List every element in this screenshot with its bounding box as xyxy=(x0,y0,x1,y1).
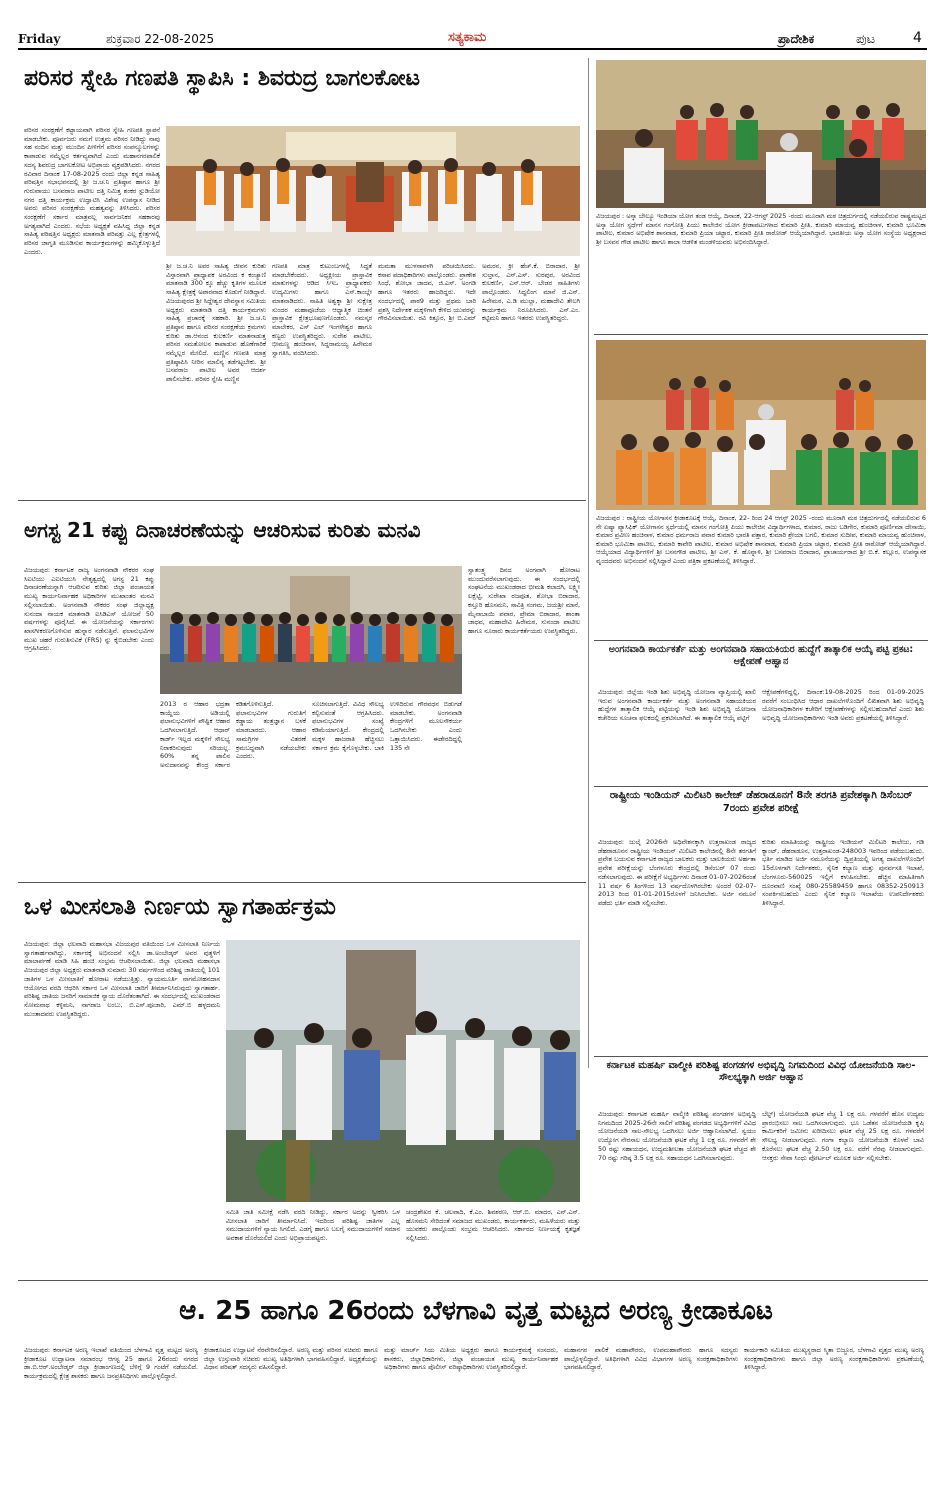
story6-headline: ರಾಷ್ಟ್ರೀಯ ಇಂಡಿಯನ್ ಮಿಲಿಟರಿ ಕಾಲೇಜ್ ಡೆಹರಾಡೂನಗೆ 8ನೇ ತರಗತಿ ಪ್ರವೇಶಕ್ಕಾಗಿ ಡಿಸೆಂಬರ್ 7ರಂದು ಪ್ರವೇಶ ಪರೀಕ್ಷೆ xyxy=(609,790,913,814)
divider xyxy=(594,640,928,641)
story4-col1: ವಿಜಯಪುರ: ಕರ್ನಾಟಕ ರಾಜ್ಯ ಅಂಗನವಾಡಿ ನೌಕರರ ಸಂಘ ಸಿಐಟಿಯು ಎಐಟಿಯುಸಿ ನೇತೃತ್ವದಲ್ಲಿ ಅಗಸ್ಟ 21 ಕಪ್ಪು ದಿನಾಚರಣೆಯನ್ನಾಗಿ ಆಚರಿಸುವ ಕುರಿತು ಜಿಲ್ಲಾ ಪಂಚಾಯತ ಮುಖ್ಯ ಕಾರ್ಯನಿರ್ವಾಹಕ ಅಧಿಕಾರಿಗಳ ಮುಖಾಂತರ ಮನವಿ ಸಲ್ಲಿಸಲಾಯಿತು. ಅಂಗನವಾಡಿ ನೌಕರರ ಸಂಘ ಜಿಲ್ಲಾಧ್ಯಕ್ಷ ಸುನಂದಾ ನಾಯಕ ಮಾತನಾಡಿ ಐಸಿಡಿಎಸ್ ಯೋಜನೆ 50 ವರ್ಷಗಳನ್ನು ಪೂರೈಸಿದೆ. ಈ ಯೋಜನೆಯನ್ನು ಸರ್ಕಾರಗಳು ಖಾಸಗೀಕರಣಗೊಳಿಸುವ ಹುನ್ನಾರ ನಡೆಸುತ್ತಿವೆ. ಫಲಾನುಭವಿಗಳ ಮುಖ ಚಹರೆ ಗುರುತಿಸುವಿಕೆ (FRS) ನ್ನು ಕೈಬಿಡಬೇಕು ಎಂದು ಆಗ್ರಹಿಸಿದರು. xyxy=(24,566,154,653)
story2-caption: ವಿಜಯಪುರ : ಅಸ್ಕಾ ಬೇಲ್ಯೂ ಇಂಡಿಯಾ ಯೋಗ ತಂಡ ಆಯ್ಕೆ, ದಿನಾಂಕ, 22-ಆಗಸ್ಟ್ 2025 -ರಂದು ಮೂರಾಗಿ ಮಠ ಚಿತ್ರದುರ್ಗದಲ್ಲಿ ನಡೆಯಲಿರುವ ರಾಷ್ಟ್ರಮಟ್ಟದ ಅಸ್ಕಾ ಯೋಗ ಸ್ಪರ್ಧೆಗೆ ಮಾನಸ ಗಂಗೋತ್ರಿ ಪಿಯು ಕಾಲೇಜಿನ ಯೋಗ ಕ್ರೀಡಾಪಟುಗಳಾದ ಕುಮಾರಿ ಪ್ರೀತಿ, ಕುಮಾರಿ ಮಾಯವ್ವ ಹುಂಚಿನಾಳ, ಕುಮಾರಿ ಭೂಮಿಕಾ ಪಾಟೀಲ, ಕುಮಾರ ಅಭಿಷೇಕ ಶಾನವಾಡ, ಕುಮಾರಿ ಪ್ರಿಯಾ ಚಟ್ಟಾರ, ಕುಮಾರಿ ಪ್ರೀತಿ ರಾಠೋಡ್ ಆಯ್ಕೆಯಾಗಿದ್ದಾರೆ. ಭಾರತೀಯ ಅಸ್ಕಾ ಯೋಗ ಸಂಸ್ಥೆಯ ಅಧ್ಯಕ್ಷರಾದ ಶ್ರೀ ಬಸವನ ಗೌಡ ಪಾಟೀಲ ಹಾಗೂ ಶಾಲಾ ಆಡಳಿತ ಮಂಡಳಿಯವರು ಅಭಿನಂದಿಸಿದ್ದಾರೆ. xyxy=(596,212,926,246)
story4-headline: ಅಗಸ್ಟ 21 ಕಪ್ಪು ದಿನಾಚರಣೆಯನ್ನು ಆಚರಿಸುವ ಕುರಿತು ಮನವಿ xyxy=(24,518,421,542)
story1-photo xyxy=(166,126,580,256)
story1-col1: ಪರಿಸರ ಸಂರಕ್ಷಣೆಗೆ ಕಟ್ಟಾಯವಾಗಿ ಪರಿಸರ ಸ್ನೇಹಿ ಗಣಪತಿ ಸ್ಥಾಪನೆ ಮಾಡಬೇಕು. ಪೂರ್ವಜರು ನಮಗೆ ಉತ್ತಮ ಪರಿಸರ ನೀಡಿದ್ದು ನಾವು ಸಹ ನಂದಿನ ಮತ್ತು ಮುಂದಿನ ಪೀಳಿಗೆಗೆ ಪರಿಸರ ಸಂಪನ್ಮೂಲಗಳನ್ನು ಕಾಪಾಡುವ ನಮ್ಮೆಲ್ಲರ ಕರ್ತವ್ಯವಾಗಿದೆ ಎಂದು ಮಹಾನಗರಪಾಲಿಕೆ ಸದಸ್ಯ ಶಿವರುದ್ರ ಬಾಗಲಕೋಟ ಅಭಿಪ್ರಾಯ ವ್ಯಕ್ತಪಡಿಸಿದರು. ನಗರದ ರವಿವಾರ ದಿನಾಂಕ 17-08-2025 ರಂದು ಜಿಲ್ಲಾ ಕನ್ನಡ ಸಾಹಿತ್ಯ ಪರಿಷತ್ತಿನ ಸಭಾಭವನದಲ್ಲಿ ಶ್ರೀ ಜ.ಚ.ನಿ ಪ್ರತಿಷ್ಠಾನ ಹಾಗೂ ಶ್ರೀ ಗುರುವಾಯು ಬಸವರಾಜ ಪಾಟೀಲ ದತ್ತಿ ನಿಮಿತ್ತ ಶಂಕರ ಸ್ಟುಡಿಯೋ ನಗರ ದತ್ತಿ ಕಾರ್ಯಕ್ರಮ ಉದ್ಘಾಟಿಸಿ ವಿಶೇಷ ಉಪನ್ಯಾಸ ನೀಡಿದ ಅವರು ಪರಿಸರ ಸಂರಕ್ಷಣೆಯ ಮಹತ್ವವನ್ನು ತಿಳಿಸಿದರು. ಪರಿಸರ ಸಂರಕ್ಷಣೆಗೆ ಸರ್ಕಾರ ಮಾತ್ರವಲ್ಲ ಸಾರ್ವಜನಿಕರ ಸಹಕಾರವು ಅಗತ್ಯವಾಗಿದೆ ಎಂದರು. ಸಭೆಯ ಅಧ್ಯಕ್ಷತೆ ವಹಿಸಿದ್ದ ಜಿಲ್ಲಾ ಕನ್ನಡ ಸಾಹಿತ್ಯ ಪರಿಷತ್ತಿನ ಅಧ್ಯಕ್ಷರು ಮಾತನಾಡಿ ಪರಿಷತ್ತು ಎಲ್ಲ ಕ್ಷೇತ್ರಗಳಲ್ಲಿ ಪರಿಸರ ಜಾಗೃತಿ ಮೂಡಿಸುವ ಕಾರ್ಯಕ್ರಮಗಳನ್ನು ಹಮ್ಮಿಕೊಳ್ಳುತ್ತಿದೆ ಎಂದರು. xyxy=(24,126,160,256)
story8-col2: ಬೆಲ್ಟ್) ಯೋಜನೆಯಡಿ ಘಟಕ ವೆಚ್ಚ 1 ಲಕ್ಷ ರೂ. ಗಳವರೆಗೆ ಹೊಸ ಉದ್ಯಮ ಪ್ರಾರಂಭಿಸಲು ಸಾಲ ಒದಗಿಸಲಾಗುವುದು. ಭೂ ಒಡೆತನ ಯೋಜನೆಯಡಿ ಕೃಷಿ ಕಾರ್ಮಿಕರಿಗೆ ಜಮೀನು ಖರೀದಿಸಲು ಘಟಕ ವೆಚ್ಚ 25 ಲಕ್ಷ ರೂ. ಗಳವರೆಗೆ ಸೌಲಭ್ಯ ನೀಡಲಾಗುವುದು. ಗಂಗಾ ಕಲ್ಯಾಣ ಯೋಜನೆಯಡಿ ಕೊಳವೆ ಬಾವಿ ಕೊರೆಸಲು ಘಟಕ ವೆಚ್ಚ 2.50 ಲಕ್ಷ ರೂ. ವರೆಗೆ ನೆರವು ನೀಡಲಾಗುವುದು. ಆಸಕ್ತರು ಸೇವಾ ಸಿಂಧು ಪೋರ್ಟಲ್ ಮೂಲಕ ಅರ್ಜಿ ಸಲ್ಲಿಸಬೇಕು. xyxy=(762,1110,924,1162)
story7-cap-col2: ಚಂದ್ರಶೇಖರ ಕೆ. ಚಲವಾದಿ, ಕೆ.ಎಂ. ಶಿವಶರಣ, ಆರ್.ಬಿ. ಮಾದರ, ಎನ್.ಎಸ್. ಹೊಸಮನಿ ಸೇರಿದಂತೆ ಸಮಾಜದ ಮುಖಂಡರು, ಕಾರ್ಯಕರ್ತರು, ಮಹಿಳೆಯರು ಮತ್ತು ಯುವಕರು ಪಾಲ್ಗೊಂಡು ಸಂಭ್ರಮ ಆಚರಿಸಿದರು. ಸರ್ಕಾರದ ನಿರ್ಣಯಕ್ಕೆ ಕೃತಜ್ಞತೆ ಸಲ್ಲಿಸಿದರು. xyxy=(406,1208,580,1243)
story5-col1: ವಿಜಯಪುರ: ಜಿಲ್ಲೆಯ ಇಂಡಿ ಶಿಶು ಅಭಿವೃದ್ಧಿ ಯೋಜನಾ ವ್ಯಾಪ್ತಿಯಲ್ಲಿ ಖಾಲಿ ಇರುವ ಅಂಗನವಾಡಿ ಕಾರ್ಯಕರ್ತೆ ಮತ್ತು ಅಂಗನವಾಡಿ ಸಹಾಯಕಿಯರ ಹುದ್ದೆಗಳ ತಾತ್ಕಾಲಿಕ ಆಯ್ಕೆ ಪಟ್ಟಿಯನ್ನು ಇಂಡಿ ಶಿಶು ಅಭಿವೃದ್ಧಿ ಯೋಜನಾ ಕಚೇರಿಯ ಸೂಚನಾ ಫಲಕದಲ್ಲಿ ಪ್ರಕಟಿಸಲಾಗಿದೆ. ಈ ತಾತ್ಕಾಲಿಕ ಆಯ್ಕೆ ಪಟ್ಟಿಗೆ xyxy=(598,688,756,723)
story8-headline: ಕರ್ನಾಟಕ ಮಹರ್ಷಿ ವಾಲ್ಮೀಕಿ ಪರಿಶಿಷ್ಟ ಪಂಗಡಗಳ ಅಭಿವೃದ್ಧಿ ನಿಗಮದಿಂದ ವಿವಿಧ ಯೋಜನೆಯಡಿ ಸಾಲ-ಸೌಲಭ್ಯಕ್ಕಾಗಿ ಅರ್ಜಿ ಆಹ್ವಾನ xyxy=(606,1060,916,1083)
story9-col2: ಕ್ರೀಡಾಕೂಟದ ಉದ್ಘಾಟನೆ ನೆರವೇರಿಸಲಿದ್ದಾರೆ. ಅರಣ್ಯ ಮತ್ತು ಪರಿಸರ ಸಚಿವರು ಹಾಗೂ ಜಿಲ್ಲಾ ಉಸ್ತುವಾರಿ ಸಚಿವರು ಮುಖ್ಯ ಅತಿಥಿಗಳಾಗಿ ಭಾಗವಹಿಸಲಿದ್ದಾರೆ. ಅಧ್ಯಕ್ಷತೆಯನ್ನು ವಿಧಾನ ಪರಿಷತ್ ಸದಸ್ಯರು ವಹಿಸಲಿದ್ದಾರೆ. xyxy=(204,1346,378,1372)
story7-col1: ವಿಜಯಪುರ: ಜಿಲ್ಲಾ ಛಲವಾದಿ ಮಹಾಸಭಾ ವಿಜಯಪುರ ವತಿಯಿಂದ ಒಳ ಮೀಸಲಾತಿ ನಿರ್ಣಯ ಸ್ವಾಗತಾರ್ಹವಾಗಿದ್ದು, ಸರ್ಕಾರಕ್ಕೆ ಅಭಿನಂದನೆ ಸಲ್ಲಿಸಿ ಡಾ.ಅಂಬೇಡ್ಕರ್ ಅವರ ಪುತ್ಥಳಿಗೆ ಮಾಲಾರ್ಪಣೆ ಮಾಡಿ ಸಿಹಿ ಹಂಚಿ ಸಂಭ್ರಮ ಆಚರಿಸಲಾಯಿತು. ಜಿಲ್ಲಾ ಛಲವಾದಿ ಮಹಾಸಭಾ ವಿಜಯಪುರ ಜಿಲ್ಲಾ ಅಧ್ಯಕ್ಷರು ಮಾತನಾಡಿ ಸುಮಾರು 30 ವರ್ಷಗಳಿಂದ ಪರಿಶಿಷ್ಟ ಜಾತಿಯಲ್ಲಿ 101 ಜಾತಿಗಳ ಒಳ ಮೀಸಲಾತಿಗೆ ಹೋರಾಟ ನಡೆಯುತ್ತಿತ್ತು. ನ್ಯಾಯಮೂರ್ತಿ ನಾಗಮೋಹನದಾಸ ಆಯೋಗದ ವರದಿ ಆಧರಿಸಿ ಸರ್ಕಾರ ಒಳ ಮೀಸಲಾತಿ ಜಾರಿಗೆ ತೀರ್ಮಾನಿಸಿರುವುದು ಸ್ವಾಗತಾರ್ಹ. ಪರಿಶಿಷ್ಟ ಜಾತಿಯ ಜನರಿಗೆ ಸಾಮಾಜಿಕ ನ್ಯಾಯ ದೊರೆತಂತಾಗಿದೆ. ಈ ಸಂದರ್ಭದಲ್ಲಿ ಮುಖಂಡರಾದ ಸೋಮನಾಥ ಕಳ್ಳಿಮನಿ, ನಾಗರಾಜ ಲಂಬು, ಬಿ.ಎಸ್.ಪೂಜಾರಿ, ಎಮ್.ಬಿ ಹಳ್ಳದಮನಿ ಮುಂತಾದವರು ಉಪಸ್ಥಿತರಿದ್ದರು. xyxy=(24,940,220,1018)
story9-col3: ಮತ್ತು ಮಾರ್ಚ್ ಸಿಯ ಮಿತಿಯ ಅಧ್ಯಕ್ಷರು ಹಾಗೂ ಕಾರ್ಯಕ್ರಮಕ್ಕೆ ಸಂಸದರು, ಶಾಸಕರು, ಜಿಲ್ಲಾಧಿಕಾರಿಗಳು, ಜಿಲ್ಲಾ ಪಂಚಾಯತ ಮುಖ್ಯ ಕಾರ್ಯನಿರ್ವಾಹಕ ಅಧಿಕಾರಿಗಳು ಹಾಗೂ ಪೊಲೀಸ್ ವರಿಷ್ಠಾಧಿಕಾರಿಗಳು ಉಪಸ್ಥಿತರಿರಲಿದ್ದಾರೆ. xyxy=(384,1346,558,1372)
masthead xyxy=(18,28,927,50)
story9-col4: ಮಹಾನಗರ ಪಾಲಿಕೆ ಮಹಾಪೌರರು, ಉಪಮಹಾಪೌರರು ಹಾಗೂ ಸದಸ್ಯರು ಪಾಲ್ಗೊಳ್ಳಲಿದ್ದಾರೆ. ಅತಿಥಿಗಳಾಗಿ ವಿವಿಧ ವಿಭಾಗಗಳ ಅರಣ್ಯ ಸಂರಕ್ಷಣಾಧಿಕಾರಿಗಳು ಭಾಗವಹಿಸಲಿದ್ದಾರೆ. xyxy=(564,1346,738,1372)
story5-headline: ಅಂಗನವಾಡಿ ಕಾರ್ಯಕರ್ತೆ ಮತ್ತು ಅಂಗನವಾಡಿ ಸಹಾಯಕಿಯರ ಹುದ್ದೆಗೆ ತಾತ್ಕಾಲಿಕ ಆಯ್ಕೆ ಪಟ್ಟಿ ಪ್ರಕಟ: ಆಕ್ಷೇಪಣೆ ಆಹ್ವಾನ xyxy=(608,644,914,667)
divider xyxy=(594,334,928,335)
story7-headline: ಒಳ ಮೀಸಲಾತಿ ನಿರ್ಣಯ ಸ್ವಾಗತಾರ್ಹಕ್ರಮ xyxy=(24,894,336,920)
story4-col2: 2013 ರ ಆಹಾರ ಭದ್ರತಾ ಕಾಯ್ದೆಯ ಅಡಿಯಲ್ಲಿ ಫಲಾನುಭವಿಗಳಿಗೆ ಪೌಷ್ಟಿಕ ಆಹಾರ ಒದಗಿಸಲಾಗುತ್ತಿದೆ. ಆಧಾರ್ ಕಾರ್ಡ್ ಇಲ್ಲದ ಮಕ್ಕಳಿಗೆ ಸೌಲಭ್ಯ ನಿರಾಕರಿಸುವುದು ಸರಿಯಲ್ಲ. 60% ತನ್ನ ಪಾಲಿನ ಅನುದಾನವನ್ನು ಕೇಂದ್ರ ಸರ್ಕಾರ ಕಡಿತಗೊಳಿಸುತ್ತಿದೆ. ಫಲಾನುಭವಿಗಳ ಗುರುತಿಗೆ ಕಡ್ಡಾಯ ತಂತ್ರಜ್ಞಾನ ಬಳಕೆ ಮಾಡಬಾರದು. ಆಹಾರ ಸಾಮಗ್ರಿಗಳ ವಿತರಣೆ ಕ್ರಮಬದ್ಧವಾಗಿ ನಡೆಯಬೇಕು ಎಂದರು. xyxy=(160,700,306,769)
masthead-date: ಶುಕ್ರವಾರ 22-08-2025 xyxy=(106,32,215,46)
story3-photo xyxy=(596,340,926,510)
story6-col2: ಕುರಿತು ಮಾಹಿತಿಯನ್ನು ರಾಷ್ಟ್ರೀಯ ಇಂಡಿಯನ್ ಮಿಲಿಟರಿ ಕಾಲೇಜು, ಗಡಿ ಕ್ಯಾಂಟ್, ಡೆಹರಾಡೂನ, ಉತ್ತರಾಖಂಡ-248003 ಇವರಿಂದ ಪಡೆಯಬಹುದು. ಭರ್ತಿ ಮಾಡಿದ ಅರ್ಜಿ ನಮೂನೆಯನ್ನು ದ್ವಿಪ್ರತಿಯಲ್ಲಿ ಅಗತ್ಯ ದಾಖಲೆಗಳೊಂದಿಗೆ 15ರೊಳಗಾಗಿ ನಿರ್ದೇಶಕರು, ಸೈನಿಕ ಕಲ್ಯಾಣ ಮತ್ತು ಪುನರ್ವಸತಿ ಇಲಾಖೆ, ಬೆಂಗಳೂರು-560025 ಇಲ್ಲಿಗೆ ಕಳುಹಿಸಬೇಕು. ಹೆಚ್ಚಿನ ಮಾಹಿತಿಗಾಗಿ ದೂರವಾಣಿ ಸಂಖ್ಯೆ 080-25589459 ಹಾಗೂ 08352-250913 ಸಂಪರ್ಕಿಸಬಹುದು ಎಂದು ಸೈನಿಕ ಕಲ್ಯಾಣ ಇಲಾಖೆಯ ಉಪನಿರ್ದೇಶಕರು ತಿಳಿಸಿದ್ದಾರೆ. xyxy=(762,838,924,907)
story7-cap-col1: ಸಮಿತಿ ಜಾತಿ ಸಮೀಕ್ಷೆ ನಡೆಸಿ ವರದಿ ನೀಡಿದ್ದು, ಸರ್ಕಾರ ಅದನ್ನು ಸ್ವೀಕರಿಸಿ ಒಳ ಮೀಸಲಾತಿ ಜಾರಿಗೆ ತೀರ್ಮಾನಿಸಿದೆ. ಇದರಿಂದ ಪರಿಶಿಷ್ಟ ಜಾತಿಗಳ ಎಲ್ಲ ಸಮುದಾಯಗಳಿಗೆ ನ್ಯಾಯ ಸಿಗಲಿದೆ. ಎಡಗೈ ಹಾಗೂ ಬಲಗೈ ಸಮುದಾಯಗಳಿಗೆ ಸಮಾನ ಅವಕಾಶ ದೊರೆಯಲಿದೆ ಎಂದು ಅಭಿಪ್ರಾಯಪಟ್ಟರು. xyxy=(226,1208,400,1243)
divider xyxy=(588,58,589,1068)
story1-col2: ಶ್ರೀ ಜ.ಚ.ನಿ ಅವರ ಸಾಹಿತ್ಯ ಜೀವನ ಕುರಿತು ವಿಸ್ತಾರವಾಗಿ ಪ್ರಾಧ್ಯಾಪಕ ಅರವಿಂದ ಕ ಕಂಚ್ಯಾಣಿ ಮಾತನಾಡಿ 300 ಕ್ಕೂ ಹೆಚ್ಚು ಕೃತಿಗಳ ಮೂಲಕ ಸಾಹಿತ್ಯ ಕ್ಷೇತ್ರಕ್ಕೆ ಅಪಾರವಾದ ಕೊಡುಗೆ ನೀಡಿದ್ದಾರೆ. ವಿಜಯಪುರದ ಶ್ರೀ ಸಿದ್ದೇಶ್ವರ ದೇವಸ್ಥಾನ ಸಮಿತಿಯ ಅಧ್ಯಕ್ಷರು ಮಾತನಾಡಿ ದತ್ತಿ ಕಾರ್ಯಕ್ರಮಗಳು ಸಾಹಿತ್ಯ ಪ್ರಚಾರಕ್ಕೆ ಸಹಕಾರಿ. ಶ್ರೀ ಜ.ಚ.ನಿ ಪ್ರತಿಷ್ಠಾನ ಹಾಗೂ ಪರಿಸರ ಸಂರಕ್ಷಣೆಯ ಕ್ರಮಗಳು ಕುರಿತು ಡಾ.ಆನಂದ ಕುಲಕರ್ಣಿ ಮಾತನಾಡುತ್ತ ಪರಿಸರ ಸಮತೋಲನ ಕಾಪಾಡುವ ಹೊಣೆಗಾರಿಕೆ ನಮ್ಮೆಲ್ಲರ ಮೇಲಿದೆ. ಮಣ್ಣಿನ ಗಣಪತಿ ಮಾತ್ರ ಪ್ರತಿಷ್ಠಾಪಿಸಿ ನೀರಿನ ಮಾಲಿನ್ಯ ತಡೆಗಟ್ಟಬೇಕು. ಶ್ರೀ ಬಸವರಾಜ ಪಾಟೀಲ ಅವರ ಆದರ್ಶ ಪಾಲಿಸಬೇಕು. ಪರಿಸರ ಸ್ನೇಹಿ ಮಣ್ಣಿನ xyxy=(166,262,266,384)
masthead-paper-name: ಸತ್ಯಕಾಮ xyxy=(448,30,487,45)
story9-headline: ಆ. 25 ಹಾಗೂ 26ರಂದು ಬೆಳಗಾವಿ ವೃತ್ತ ಮಟ್ಟದ ಅರಣ್ಯ ಕ್ರೀಡಾಕೂಟ xyxy=(179,1296,773,1326)
story7-photo xyxy=(226,940,580,1202)
masthead-day: Friday xyxy=(18,32,61,46)
story4-col4: ಸ್ವಾತಂತ್ರ್ಯ ದಿನದ ಅಂಗವಾಗಿ ಹೋರಾಟ ಮುಂದುವರೆಸಲಾಗುವುದು. ಈ ಸಂದರ್ಭದಲ್ಲಿ ಸಂಘಟನೆಯ ಮುಖಂಡರಾದ ಭೀಮಶಿ ಕಲಾದಗಿ, ಲಕ್ಷ್ಮೀ ಲಕ್ಷೆಟ್ಟಿ, ಸುರೇಖಾ ರಜಪೂತ, ಶೋಭಾ ಬಿರಾದಾರ, ಕಸ್ತೂರಿ ಹೊಸಮನಿ, ಸಾವಿತ್ರಿ ಸಂಗಮ, ಜಯಶ್ರೀ ಮಾನೆ, ಮೈನಾಬಾಯಿ ಪವಾರ, ಪ್ರೇಮಾ ಬಿರಾದಾರ, ಶಾಂತಾ ಜಾಧವ, ಮಹಾದೇವಿ ಹಿರೇಮಠ, ಸುನಂದಾ ಪಾಟೀಲ ಹಾಗೂ ನೂರಾರು ಕಾರ್ಯಕರ್ತೆಯರು ಉಪಸ್ಥಿತರಿದ್ದರು. xyxy=(468,566,580,635)
story6-col1: ವಿಜಯಪುರ: ಜುಲೈ 2026ನೇ ಅಧಿವೇಶನಕ್ಕಾಗಿ ಉತ್ತರಾಖಂಡ ರಾಜ್ಯದ ಡೆಹರಾಡೂನನ ರಾಷ್ಟ್ರೀಯ ಇಂಡಿಯನ್ ಮಿಲಿಟರಿ ಕಾಲೇಜಿನಲ್ಲಿ 8ನೇ ತರಗತಿಗೆ ಪ್ರವೇಶ ಬಯಸುವ ಕರ್ನಾಟಕ ರಾಜ್ಯದ ಬಾಲಕರು ಮತ್ತು ಬಾಲಕಿಯರು ಅರ್ಹತಾ ಪ್ರವೇಶ ಪರೀಕ್ಷೆಯನ್ನು ಬೆಂಗಳೂರು ಕೇಂದ್ರದಲ್ಲಿ ಡಿಸೆಂಬರ್ 07 ರಂದು ನಡೆಸಲಾಗುವುದು. ಈ ಪರೀಕ್ಷೆಗೆ ಅಭ್ಯರ್ಥಿಗಳು ದಿನಾಂಕ 01-07-2026ರಂತೆ 11 ವರ್ಷ 6 ತಿಂಗಳಿಂದ 13 ವರ್ಷದೊಳಗಿರಬೇಕು ಅಂದರೆ 02-07-2013 ರಿಂದ 01-01-2015ರೊಳಗೆ ಜನಿಸಿರಬೇಕು. ಅರ್ಜಿ ನಮೂನೆ ಪಡೆದು ಭರ್ತಿ ಮಾಡಿ ಸಲ್ಲಿಸಬೇಕು. xyxy=(598,838,756,907)
story9-col1: ವಿಜಯಪುರ: ಕರ್ನಾಟಕ ಅರಣ್ಯ ಇಲಾಖೆ ವತಿಯಿಂದ ಬೆಳಗಾವಿ ವೃತ್ತ ಮಟ್ಟದ ಅರಣ್ಯ ಕ್ರೀಡಾಕೂಟ ಉದ್ಘಾಟನಾ ಸಮಾರಂಭ ಆಗಸ್ಟ 25 ಹಾಗೂ 26ರಂದು ನಗರದ ಡಾ.ಬಿ.ಆರ್.ಅಂಬೇಡ್ಕರ್ ಜಿಲ್ಲಾ ಕ್ರೀಡಾಂಗಣದಲ್ಲಿ ಬೆಳಿಗ್ಗೆ 9 ಗಂಟೆಗೆ ನಡೆಯಲಿದೆ. ಕಾರ್ಯಕ್ರಮದಲ್ಲಿ ಕ್ಷೇತ್ರ ಶಾಸಕರು ಹಾಗೂ ಜನಪ್ರತಿನಿಧಿಗಳು ಪಾಲ್ಗೊಳ್ಳಲಿದ್ದಾರೆ. xyxy=(24,1346,198,1381)
divider xyxy=(594,1056,928,1057)
divider xyxy=(18,882,586,883)
story1-col3: ಗಣಪತಿ ಮಾತ್ರ ಕುಟುಂಬಗಳಲ್ಲಿ ಸಿದ್ಧತೆ ಮಾಡಬೇಕೆಂದರು. ಅಧ್ಯಕ್ಷೀಯ ಪ್ರಾಸ್ತಾವಿಕ ಮಾತುಗಳನ್ನು ಆಡಿದ ಸಿಇಒ ಪ್ರಾಧ್ಯಾಪಕರು ಉದ್ಯಮಿಗಳು ಹಾಗೂ ಎಸ್.ಕಾಂಬ್ಲೇ ಮಾತನಾಡಿದರು. ಸಾಹಿತಿ ಅಶ್ವಕ್ಕಾ ಶ್ರೀ ಸುಕ್ಷೇತ್ರ ಸುಂದರ ಮಹಾಪೂಜೆಯ ಆಧ್ಯಾತ್ಮಿಕ ಚಿಂತನೆ ಪ್ರಾಸ್ತಾವಿಕ ಕ್ಷೇತ್ರಭೂಷಣಗೊಂಡರು. ನಮಸ್ಕರ ಮಾಲೇಕರ, ಎಸ್ ಎಲ್ ಇಂಗಳೇಶ್ವರ ಹಾಗೂ ಕಣ್ವರು ಉಪಸ್ಥಿತರಿದ್ದರು. ಸುರೇಶ ಪಾಟೀಲ, ಭೀಮಣ್ಣ ಹಂಚಿನಾಳ, ಸಿದ್ದರಾಮಯ್ಯ ಹಿರೇಮಠ ಸ್ವಾಗತಿಸಿ, ವಂದಿಸಿದರು. xyxy=(272,262,372,358)
story1-headline: ಪರಿಸರ ಸ್ನೇಹಿ ಗಣಪತಿ ಸ್ಥಾಪಿಸಿ : ಶಿವರುದ್ರ ಬಾಗಲಕೋಟ xyxy=(24,66,420,91)
masthead-page-label: ಪುಟ xyxy=(856,32,876,47)
story4-col3: ಸೂಚಿಸಲಾಗುತ್ತಿದೆ. ವಿವಿಧ ಸೌಲಭ್ಯ ಕಲ್ಪಿಸುವಂತೆ ಆಗ್ರಹಿಸಿದರು. ಫಲಾನುಭವಿಗಳ ಸಂಖ್ಯೆ ಕಡಿಮೆಯಾಗುತ್ತಿದೆ. ಕೇಂದ್ರದಲ್ಲಿ ಮಕ್ಕಳ ಹಾಜರಾತಿ ಹೆಚ್ಚಿಸಲು ಸರ್ಕಾರ ಕ್ರಮ ಕೈಗೊಳ್ಳಬೇಕು. ಬಾಕಿ ಉಳಿದಿರುವ ಗೌರವಧನ ಬಿಡುಗಡೆ ಮಾಡಬೇಕು. ಅಂಗನವಾಡಿ ಕೇಂದ್ರಗಳಿಗೆ ಮೂಲಸೌಕರ್ಯ ಒದಗಿಸಬೇಕು ಎಂದು ಒತ್ತಾಯಿಸಿದರು. ಈಡೇರದಿದ್ದಲ್ಲಿ 135 ನೇ xyxy=(312,700,462,752)
divider xyxy=(18,500,586,501)
divider xyxy=(594,786,928,787)
story1-col4: ಮಮತಾ ಮುಳಸಾವಳಗಿ ಪರಿಚಯಿಸಿದರು. ಕಸಾಪ ಪದಾಧಿಕಾರಿಗಳು ಪಾಲ್ಗೊಂಡರು. ಪ್ರಾಣೇಶ ಸಿಂಧೆ, ಶೋಭಾ ಜಾದವ, ಜಿ.ಎಸ್. ಅಂಗಡಿ ಹಾಗೂ ಇತರರು ಹಾಜರಿದ್ದರು. ಇದೇ ಸಂದರ್ಭದಲ್ಲಿ ಪಾಠ9 ಮತ್ತು ಪ್ರಥಮ ಬಾರಿ ಪ್ರಶಸ್ತಿ ನಿರ್ದೇಶಕ ಮಕ್ಕಳಿಗಾಗಿ ಕೇಳಿದ ಯುವರನ್ನು ಗೌರವಿಸಲಾಯಿತು. ರವಿ ಕಿತ್ತೂರ, ಶ್ರೀ ಬಿ.ಎಮ್ ಅಮರನ, ಕ್ರೀ ಹೆಚ್.ಕೆ. ಬಿರಾದಾರ, ಶ್ರೀ ಸುಲ್ತಾನ, ಎಸ್.ಎಸ್. ಸುರಪುರ, ಅರವಿಂದ ಕುಲಕರ್ಣಿ, ಎಸ್.ಆರ್. ಬೇಡರ ಸಾಹಿತಿಗಳು ಪಾಲ್ಗೊಂಡರು. ಸಿದ್ಧಲಿಂಗ ಮಾನೆ ಜಿ.ಎಸ್. ಹಿರೇಮಠ, ಎ.ಡಿ ಮುಲ್ಲಾ, ಮಹಾದೇವಿ ತೇಲಗಿ ಕಾರ್ಯಕ್ರಮ ನಿರೂಪಿಸಿದರು. ಎಸ್.ಎಂ. ಕಟ್ಟಿಮನಿ ಹಾಗೂ ಇತರರು ಉಪಸ್ಥಿತರಿದ್ದರು. xyxy=(378,262,580,323)
masthead-page-number: 4 xyxy=(913,30,922,46)
story4-photo xyxy=(160,566,462,694)
story3-caption: ವಿಜಯಪುರ : ರಾಷ್ಟ್ರೀಯ ಯೋಗಾಸನ ಕ್ರೀಡಾಕೂಟಕ್ಕೆ ಆಯ್ಕೆ, ದಿನಾಂಕ, 22- ರಿಂದ 24 ಆಗಸ್ಟ್ 2025 -ರಂದು ಮೂರಾಗಿ ಮಠ ಚಿತ್ರದುರ್ಗದಲ್ಲಿ ನಡೆಯಲಿರುವ 6 ನೇ ಏಷ್ಯಾ ಪ್ಯಾಸಿಫಿಕ್ ಯೋಗಾಸನ ಸ್ಪರ್ಧೆಯಲ್ಲಿ ಮಾನಸ ಗಂಗೋತ್ರಿ ಪಿಯು ಕಾಲೇಜಿನ ವಿದ್ಯಾರ್ಥಿಗಳಾದ, ಕುಮಾರ, ರಾಜು ಬಡಿಗೇರ, ಕುಮಾರಿ ಪೂರ್ಣಿಮಾ ದೇಸಾಯಿ, ಕುಮಾರ ಪ್ರವೀಣ ಹಂಚಿನಾಳ, ಕುಮಾರ ಧರ್ಮರಾಜ ಪವಾರ ಕುಮಾರಿ ಭಾರತಿ ಪತ್ತಾರ, ಕುಮಾರಿ ಶ್ರೇಯಾ ಬಗಲಿ, ಕುಮಾರ ಸುದೀಪ, ಕುಮಾರಿ ಮಾಯವ್ವ ಹುಂಚಿನಾಳ, ಕುಮಾರಿ ಭೂಮಿಕಾ ಪಾಟೀಲ, ಕುಮಾರಿ ಕಾವೇರಿ ಪಾಟೀಲ, ಕುಮಾರ ಅಭಿಷೇಕ ಶಾನವಾಡ, ಕುಮಾರಿ ಪ್ರಿಯಾ ಚಟ್ಟಾರ, ಕುಮಾರಿ ಪ್ರೀತಿ ರಾಠೋಡ್ ಆಯ್ಕೆಯಾಗಿದ್ದಾರೆ. ಆಯ್ಕೆಯಾದ ವಿದ್ಯಾರ್ಥಿಗಳಿಗೆ ಶ್ರೀ ಬಸನಗೌಡ ಪಾಟೀಲ, ಶ್ರೀ ಎಸ್. ಕೆ. ಹೊನ್ನಾಳಿ, ಶ್ರೀ ಬಸವರಾಜ ಬಿರಾದಾರ, ಪ್ರಾಚಾರ್ಯರಾದ ಶ್ರೀ ಬಿ.ಕೆ. ಕಲ್ಲೂರ, ಉಪನ್ಯಾಸಕ ವೃಂದದವರು ಅಭಿನಂದನೆ ಸಲ್ಲಿಸಿದ್ದಾರೆ ಎಂದು ಪತ್ರಿಕಾ ಪ್ರಕಟಣೆಯಲ್ಲಿ ತಿಳಿಸಿದ್ದಾರೆ. xyxy=(596,514,926,565)
divider xyxy=(18,1280,928,1281)
story2-photo xyxy=(596,60,926,208)
story9-col5: ಕಾರ್ಯಕಾರಿ ಸಮಿತಿಯ ಮುಖ್ಯಸ್ಥರಾದ ಸ್ಮಿತಾ ಬಿಜ್ಜೂರ, ಬೆಳಗಾವಿ ವೃತ್ತದ ಮುಖ್ಯ ಅರಣ್ಯ ಸಂರಕ್ಷಣಾಧಿಕಾರಿಗಳು ಹಾಗೂ ಜಿಲ್ಲಾ ಅರಣ್ಯ ಸಂರಕ್ಷಣಾಧಿಕಾರಿಗಳು ಪ್ರಕಟಣೆಯಲ್ಲಿ ತಿಳಿಸಿದ್ದಾರೆ. xyxy=(744,1346,924,1372)
story5-col2: ಆಕ್ಷೇಪಣೆಗಳಿದ್ದಲ್ಲಿ, ದಿನಾಂಕ:19-08-2025 ರಿಂದ 01-09-2025 ರವರೆಗೆ ಸಂಬಂಧಿಸಿದ ಆಧಾರ ದಾಖಲೆಗಳೊಂದಿಗೆ ಲಿಖಿತವಾಗಿ ಶಿಶು ಅಭಿವೃದ್ಧಿ ಯೋಜನಾಧಿಕಾರಿಗಳ ಕಚೇರಿಗೆ ಆಕ್ಷೇಪಣೆಗಳನ್ನು ಸಲ್ಲಿಸಬಹುದಾಗಿದೆ ಎಂದು ಶಿಶು ಅಭಿವೃದ್ಧಿ ಯೋಜನಾಧಿಕಾರಿಗಳು ಇಂಡಿ ಅವರು ಪ್ರಕಟಣೆಯಲ್ಲಿ ತಿಳಿಸಿದ್ದಾರೆ. xyxy=(762,688,924,723)
story8-col1: ವಿಜಯಪುರ: ಕರ್ನಾಟಕ ಮಹರ್ಷಿ ವಾಲ್ಮೀಕಿ ಪರಿಶಿಷ್ಟ ಪಂಗಡಗಳ ಅಭಿವೃದ್ಧಿ ನಿಗಮದಿಂದ 2025-26ನೇ ಸಾಲಿಗೆ ಪರಿಶಿಷ್ಟ ಪಂಗಡದ ಅಭ್ಯರ್ಥಿಗಳಿಗೆ ವಿವಿಧ ಯೋಜನೆಯಡಿ ಸಾಲ-ಸೌಲಭ್ಯ ಒದಗಿಸಲು ಅರ್ಜಿ ಆಹ್ವಾನಿಸಲಾಗಿದೆ. ಸ್ವಯಂ ಉದ್ಯೋಗ ನೇರಸಾಲ ಯೋಜನೆಯಡಿ ಘಟಕ ವೆಚ್ಚ 1 ಲಕ್ಷ ರೂ. ಗಳವರೆಗೆ ಶೇ 50 ರಷ್ಟು ಸಹಾಯಧನ, ಉದ್ಯಮಶೀಲತಾ ಯೋಜನೆಯಡಿ ಘಟಕ ವೆಚ್ಚದ ಶೇ 70 ರಷ್ಟು ಗರಿಷ್ಠ 3.5 ಲಕ್ಷ ರೂ. ಸಹಾಯಧನ ಒದಗಿಸಲಾಗುವುದು. xyxy=(598,1110,756,1162)
masthead-section: ಪ್ರಾದೇಶಿಕ xyxy=(778,32,815,46)
